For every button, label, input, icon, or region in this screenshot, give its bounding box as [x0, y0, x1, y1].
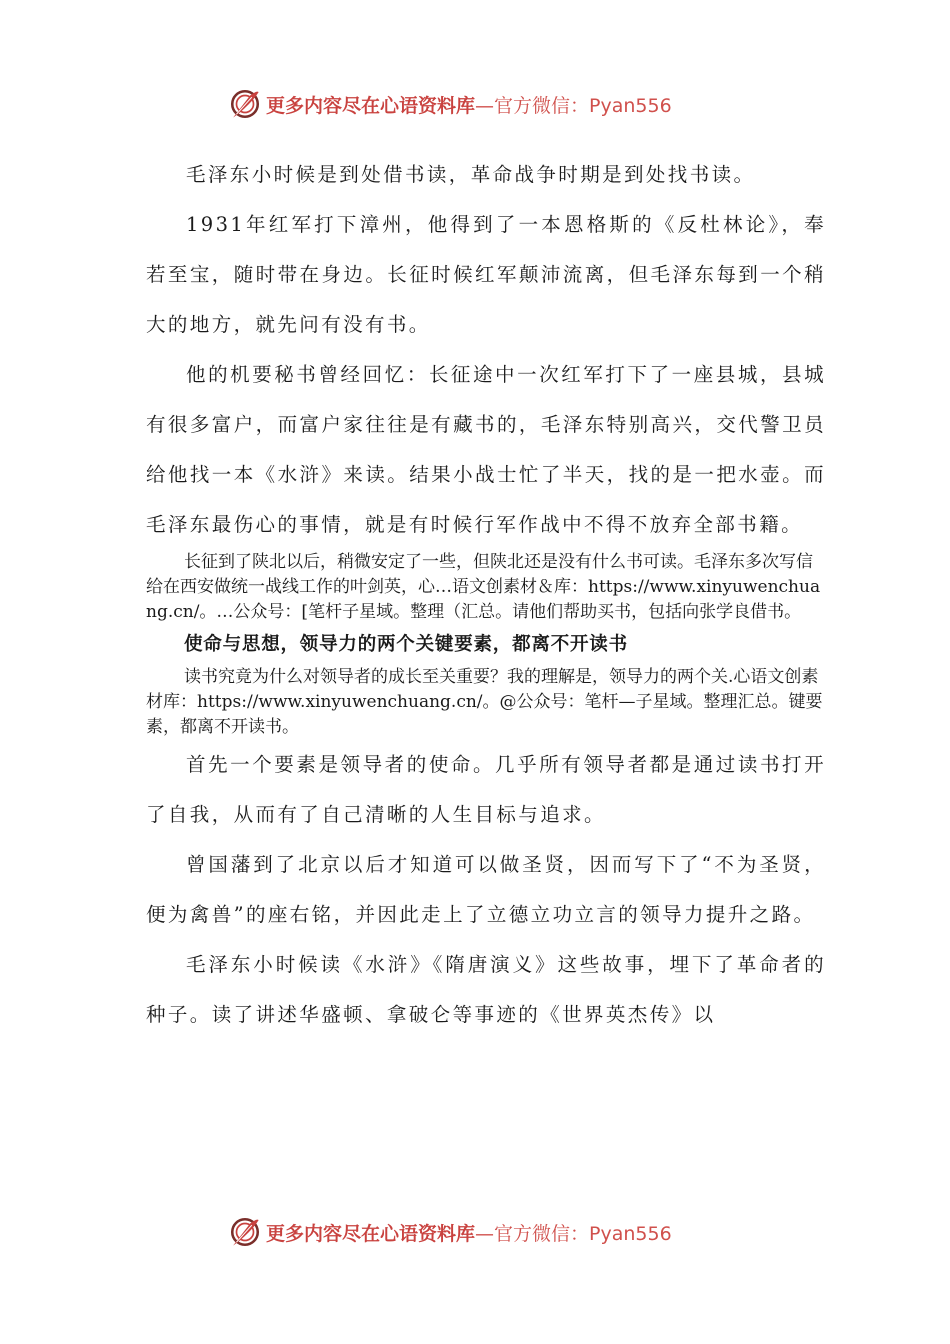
quill-pen-logo-icon — [228, 87, 262, 121]
header-banner — [228, 84, 672, 124]
section-heading: 使命与思想，领导力的两个关键要素，都离不开读书 — [184, 634, 628, 655]
banner-wechat: —官方微信：Pyan556 — [475, 94, 672, 117]
paragraph-6: 首先一个要素是领导者的使命。几乎所有领导者都是通过读书打开了自我，从而有了自己清晰的人生目标与追求。 — [146, 753, 826, 826]
paragraph-8: 毛泽东小时候读《水浒》《隋唐演义》这些故事，埋下了革命者的种子。读了讲述华盛顿、拿破仑等事迹的《世界英杰传》以 — [146, 953, 826, 1026]
quill-pen-logo-icon — [228, 1215, 262, 1249]
paragraph-2: 1931年红军打下漳州，他得到了一本恩格斯的《反杜林论》，奉若至宝，随时带在身边。长征时候红军颠沛流离，但毛泽东每到一个稍大的地方，就先问有没有书。 — [146, 213, 826, 336]
paragraph-7: 曾国藩到了北京以后才知道可以做圣贤，因而写下了“不为圣贤，便为禽兽”的座右铭，并因此走上了立德立功立言的领导力提升之路。 — [146, 853, 826, 926]
banner-title: 更多内容尽在心语资料库 — [266, 1222, 476, 1245]
banner-title: 更多内容尽在心语资料库 — [266, 94, 476, 117]
paragraph-5: 读书究竟为什么对领导者的成长至关重要？我的理解是，领导力的两个关.心语文创素材库：https://www.xinyuwenchuang.cn/。@公众号：笔杆—子星域。整理汇总。键要素，都离不开读书。 — [146, 667, 823, 737]
paragraph-1: 毛泽东小时候是到处借书读，革命战争时期是到处找书读。 — [186, 163, 756, 186]
document-body — [146, 150, 826, 1040]
paragraph-4: 长征到了陕北以后，稍微安定了一些，但陕北还是没有什么书可读。毛泽东多次写信给在西安做统一战线工作的叶剑英，心…语文创素材＆库：https://www.xinyuwenchuang.cn/。…公众号：[笔杆子星域。整理（汇总。请他们帮助买书，包括向张学良借书。 — [146, 552, 821, 622]
footer-banner — [228, 1212, 672, 1252]
banner-wechat: —官方微信：Pyan556 — [475, 1222, 672, 1245]
paragraph-3: 他的机要秘书曾经回忆：长征途中一次红军打下了一座县城，县城有很多富户，而富户家往往是有藏书的，毛泽东特别高兴，交代警卫员给他找一本《水浒》来读。结果小战士忙了半天，找的是一把水壶。而毛泽东最伤心的事情，就是有时候行军作战中不得不放弃全部书籍。 — [146, 363, 826, 536]
